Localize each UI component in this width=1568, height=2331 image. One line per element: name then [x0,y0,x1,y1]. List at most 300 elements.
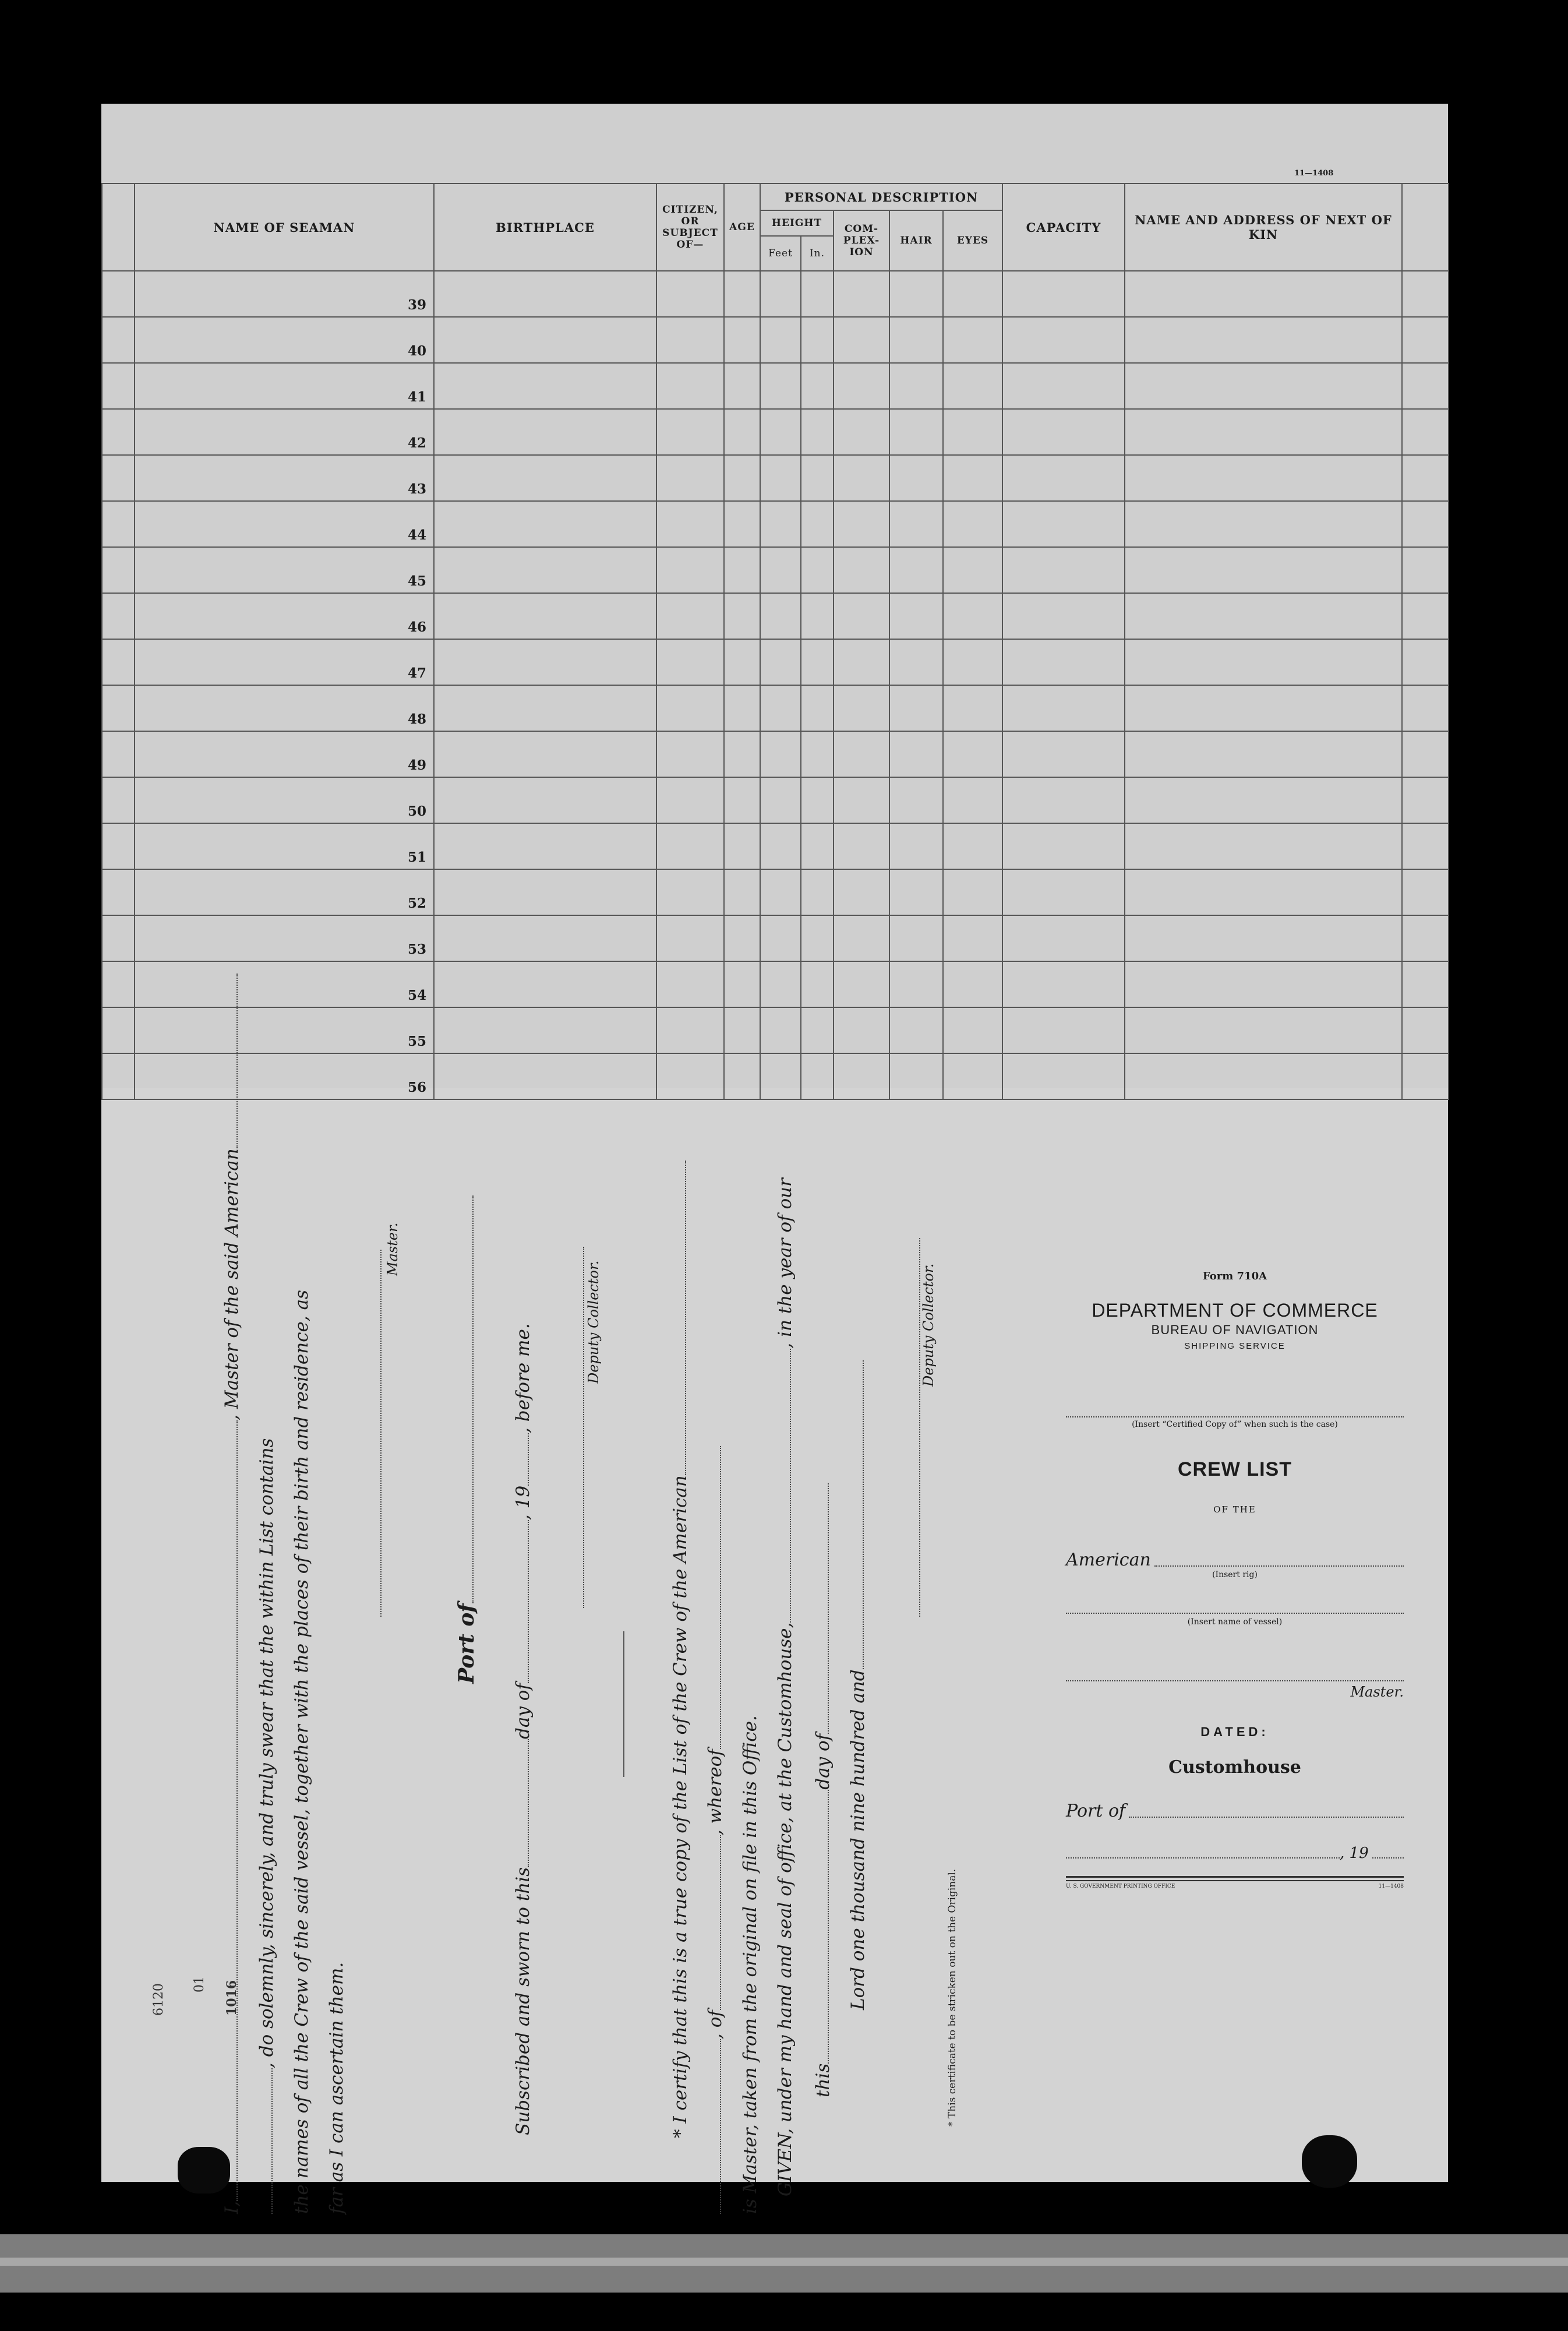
table-cell[interactable] [434,731,656,777]
table-cell[interactable] [1125,1007,1402,1053]
header-feet: Feet [760,236,801,271]
table-cell[interactable] [1002,455,1125,501]
table-cell[interactable] [801,501,834,547]
table-cell[interactable] [834,777,889,823]
port-field[interactable] [472,1196,474,1603]
table-cell[interactable] [1125,271,1402,317]
table-cell[interactable] [889,961,943,1007]
master-signature-line [373,1250,384,1617]
header-citizen: CITIZEN, OR SUBJECT OF— [656,184,724,271]
table-cell[interactable] [1125,409,1402,455]
table-cell[interactable] [724,501,760,547]
table-row [102,271,1449,317]
table-cell[interactable] [1002,731,1125,777]
table-cell[interactable] [724,317,760,363]
table-cell[interactable] [1125,869,1402,915]
form-number: Form 710A [1202,1270,1267,1282]
crew-list-title: CREW LIST [1178,1458,1292,1480]
table-cell[interactable] [760,777,801,823]
date-field[interactable] [1066,1856,1340,1859]
table-cell [1402,363,1449,409]
date-row [1066,1845,1404,1862]
table-cell [102,501,135,547]
table-cell[interactable] [434,1053,656,1099]
table-cell[interactable] [434,1007,656,1053]
table-cell[interactable] [434,409,656,455]
table-cell[interactable] [724,593,760,639]
table-cell[interactable] [724,639,760,685]
table-cell[interactable] [801,593,834,639]
table-cell [1402,271,1449,317]
table-cell[interactable] [1125,317,1402,363]
table-row [102,639,1449,685]
table-cell[interactable] [1002,363,1125,409]
table-cell[interactable] [1002,547,1125,593]
subscribed-line: Subscribed and sworn to thisday of, 19, before me. [513,1323,534,2135]
service-title: SHIPPING SERVICE [1184,1341,1286,1351]
table-cell[interactable] [889,547,943,593]
row-number-cell[interactable]: 53 [135,915,434,961]
cert-customhouse-field[interactable] [790,1349,791,1623]
cover-double-rule [1066,1876,1404,1881]
table-cell[interactable] [1002,823,1125,869]
cert-line-5: thisday of [813,1483,834,2097]
header-inches: In. [801,236,834,271]
table-cell[interactable] [1002,915,1125,961]
oath-line-3: the names of all the Crew of the said vessel, together with the places of their birth and residence, as [291,1290,312,2214]
cert-master-field[interactable] [720,1446,721,1749]
row-number-cell[interactable]: 51 [135,823,434,869]
table-cell[interactable] [889,455,943,501]
cert-line-4: GIVEN, under my hand and seal of office, at the Customhouse,, in the year of our [775,1178,796,2196]
table-cell[interactable] [889,1053,943,1099]
table-cell[interactable] [760,501,801,547]
table-cell[interactable] [943,869,1002,915]
table-row [102,1053,1449,1099]
table-cell[interactable] [760,961,801,1007]
table-cell[interactable] [801,547,834,593]
vessel-field[interactable] [236,974,238,1148]
table-cell[interactable] [943,1053,1002,1099]
table-row [102,317,1449,363]
certified-copy-field[interactable] [1066,1415,1404,1417]
table-cell[interactable] [434,639,656,685]
table-cell[interactable] [760,363,801,409]
table-cell[interactable] [889,363,943,409]
table-cell[interactable] [1002,593,1125,639]
table-cell[interactable] [943,317,1002,363]
table-cell[interactable] [656,455,724,501]
table-cell[interactable] [656,547,724,593]
table-cell[interactable] [1125,639,1402,685]
table-cell[interactable] [760,685,801,731]
table-cell [1402,455,1449,501]
row-number-cell[interactable]: 40 [135,317,434,363]
table-cell[interactable] [801,685,834,731]
table-cell[interactable] [724,547,760,593]
of-the-label: OF THE [1213,1504,1256,1515]
table-cell[interactable] [724,731,760,777]
table-cell[interactable] [724,685,760,731]
table-cell[interactable] [889,869,943,915]
table-cell[interactable] [1125,1053,1402,1099]
cert-year-field[interactable] [863,1360,864,1669]
row-number-cell[interactable]: 43 [135,455,434,501]
header-age: AGE [724,184,760,271]
table-cell [1402,501,1449,547]
table-cell[interactable] [760,1053,801,1099]
table-cell[interactable] [760,869,801,915]
table-cell[interactable] [1002,1053,1125,1099]
master-cover-field[interactable] [1066,1679,1404,1681]
table-cell[interactable] [434,685,656,731]
table-cell[interactable] [889,501,943,547]
table-cell [1402,777,1449,823]
table-cell[interactable] [943,271,1002,317]
table-cell[interactable] [1125,823,1402,869]
table-cell [102,317,135,363]
table-cell[interactable] [724,271,760,317]
table-cell[interactable] [801,409,834,455]
deputy-label-1: Deputy Collector. [585,1260,602,1384]
table-cell[interactable] [656,1007,724,1053]
table-cell[interactable] [1125,547,1402,593]
margin-stamp-1: 6120 [151,1983,166,2016]
table-cell[interactable] [656,823,724,869]
row-number-cell[interactable]: 39 [135,271,434,317]
port-of-field[interactable] [1129,1815,1404,1818]
row-number-cell[interactable]: 50 [135,777,434,823]
deputy-signature-field[interactable] [583,1247,584,1608]
row-number-cell[interactable]: 44 [135,501,434,547]
sworn-month-field[interactable] [528,1520,529,1683]
master-signature-field[interactable] [380,1250,382,1617]
table-cell[interactable] [801,455,834,501]
table-cell[interactable] [1125,501,1402,547]
table-row [102,501,1449,547]
table-cell[interactable] [656,731,724,777]
table-cell[interactable] [889,685,943,731]
table-cell[interactable] [801,731,834,777]
table-cell[interactable] [943,547,1002,593]
row-number-cell[interactable]: 54 [135,961,434,1007]
table-row [102,823,1449,869]
table-cell [102,547,135,593]
american-label: American [1066,1550,1151,1570]
table-cell[interactable] [1125,455,1402,501]
vessel-name-field[interactable] [271,2068,273,2214]
table-cell[interactable] [656,593,724,639]
header-capacity: CAPACITY [1002,184,1125,271]
table-cell[interactable] [1125,731,1402,777]
paper-edge [0,2258,1568,2266]
rig-field[interactable] [1154,1564,1404,1567]
table-cell[interactable] [1125,593,1402,639]
cert-month-field[interactable] [828,1483,829,1734]
table-cell[interactable] [724,363,760,409]
table-cell[interactable] [834,915,889,961]
sworn-year-field[interactable] [528,1433,529,1486]
table-cell[interactable] [760,915,801,961]
row-number-cell[interactable]: 48 [135,685,434,731]
header-complexion: COM- PLEX- ION [834,210,889,271]
table-cell[interactable] [943,915,1002,961]
table-row [102,1007,1449,1053]
table-cell[interactable] [1002,317,1125,363]
table-cell[interactable] [656,271,724,317]
table-row [102,731,1449,777]
table-cell[interactable] [656,409,724,455]
table-cell[interactable] [889,777,943,823]
year-field[interactable] [1372,1856,1404,1859]
table-row [102,777,1449,823]
table-cell[interactable] [724,915,760,961]
table-cell[interactable] [1002,1007,1125,1053]
cert-line-3: is Master, taken from the original on file in this Office. [740,1715,761,2214]
table-cell[interactable] [834,823,889,869]
table-cell[interactable] [434,869,656,915]
table-cell[interactable] [943,409,1002,455]
cert-day-field[interactable] [828,1790,829,2064]
table-cell [102,593,135,639]
row-number-cell[interactable]: 41 [135,363,434,409]
table-cell [1402,317,1449,363]
table-cell[interactable] [1002,271,1125,317]
table-cell[interactable] [656,777,724,823]
cert-port-field[interactable] [720,1835,721,2010]
table-cell [1402,639,1449,685]
table-cell[interactable] [834,869,889,915]
table-row [102,409,1449,455]
table-cell[interactable] [834,593,889,639]
table-cell[interactable] [1002,961,1125,1007]
table-cell[interactable] [656,639,724,685]
table-cell [102,731,135,777]
table-cell[interactable] [1002,869,1125,915]
insert-rig-hint: (Insert rig) [1212,1570,1258,1579]
table-cell[interactable] [760,409,801,455]
table-cell[interactable] [1125,363,1402,409]
table-cell[interactable] [434,961,656,1007]
table-cell[interactable] [760,317,801,363]
table-cell[interactable] [834,639,889,685]
table-cell[interactable] [760,1007,801,1053]
table-cell[interactable] [724,409,760,455]
table-cell [1402,593,1449,639]
table-cell[interactable] [943,1007,1002,1053]
table-cell[interactable] [434,501,656,547]
table-cell[interactable] [834,409,889,455]
table-cell[interactable] [1125,961,1402,1007]
table-cell[interactable] [760,547,801,593]
table-cell[interactable] [834,455,889,501]
dated-label: DATED: [1200,1725,1269,1739]
table-cell[interactable] [801,317,834,363]
table-cell[interactable] [434,593,656,639]
table-cell[interactable] [834,501,889,547]
cert-line-2: , of, whereof [705,1446,726,2214]
table-cell[interactable] [943,639,1002,685]
table-cell[interactable] [889,639,943,685]
margin-stamp-2: 01 [192,1976,207,1993]
table-cell[interactable] [434,777,656,823]
table-cell[interactable] [834,547,889,593]
table-cell[interactable] [834,1053,889,1099]
table-row [102,363,1449,409]
header-eyes: EYES [943,210,1002,271]
table-cell[interactable] [834,271,889,317]
table-row [102,915,1449,961]
table-cell[interactable] [889,823,943,869]
insert-name-hint: (Insert name of vessel) [1187,1617,1283,1627]
master-label: Master. [384,1222,401,1276]
department-title: DEPARTMENT OF COMMERCE [1092,1300,1378,1321]
table-cell[interactable] [656,915,724,961]
table-cell[interactable] [434,915,656,961]
sworn-day-field[interactable] [528,1739,529,1867]
oath-line-1: I,, Master of the said American [221,974,242,2214]
table-cell[interactable] [434,317,656,363]
table-cell[interactable] [656,363,724,409]
table-cell[interactable] [1002,685,1125,731]
table-cell[interactable] [656,1053,724,1099]
table-cell[interactable] [760,593,801,639]
paper-damage-left [178,2147,230,2194]
row-number-cell[interactable]: 47 [135,639,434,685]
cert-line-1: * I certify that this is a true copy of the List of the Crew of the American [670,1161,691,2138]
table-cell[interactable] [760,455,801,501]
table-cell[interactable] [834,731,889,777]
cert-vessel-field[interactable] [685,1161,686,1475]
table-cell[interactable] [434,271,656,317]
table-cell[interactable] [724,1053,760,1099]
cert-line-6: Lord one thousand nine hundred and [847,1360,868,2010]
table-cell[interactable] [724,823,760,869]
row-number-cell[interactable]: 42 [135,409,434,455]
vessel-name-cover-field[interactable] [1066,1611,1404,1614]
table-cell[interactable] [760,823,801,869]
table-cell[interactable] [834,317,889,363]
table-cell[interactable] [943,685,1002,731]
table-cell [1402,961,1449,1007]
table-cell[interactable] [1002,639,1125,685]
table-cell[interactable] [656,501,724,547]
table-cell[interactable] [724,961,760,1007]
table-cell[interactable] [834,685,889,731]
table-cell[interactable] [943,593,1002,639]
table-cell[interactable] [434,363,656,409]
cover-panel [1066,1270,1404,1889]
table-cell [1402,685,1449,731]
table-cell[interactable] [801,639,834,685]
table-cell[interactable] [801,363,834,409]
form-code-top: 11—1408 [1294,169,1334,178]
table-cell[interactable] [801,869,834,915]
table-cell [102,915,135,961]
table-cell[interactable] [656,317,724,363]
crew-table [101,183,1449,1100]
table-cell[interactable] [801,1007,834,1053]
table-cell [102,409,135,455]
table-cell[interactable] [943,823,1002,869]
scanner-bed-strip [0,2234,1568,2293]
table-cell[interactable] [1125,915,1402,961]
table-cell [102,271,135,317]
table-cell[interactable] [434,823,656,869]
table-cell[interactable] [889,317,943,363]
table-cell[interactable] [889,915,943,961]
printer-line [1066,1884,1404,1889]
table-cell[interactable] [943,501,1002,547]
table-cell[interactable] [834,961,889,1007]
table-cell[interactable] [801,823,834,869]
table-cell[interactable] [1125,777,1402,823]
table-cell[interactable] [434,547,656,593]
table-cell[interactable] [1002,409,1125,455]
table-cell[interactable] [889,593,943,639]
table-cell [1402,731,1449,777]
header-personal-description: PERSONAL DESCRIPTION [760,184,1002,210]
row-number-cell[interactable]: 52 [135,869,434,915]
table-cell[interactable] [834,363,889,409]
paper-damage-right [1302,2135,1357,2188]
table-cell[interactable] [1002,777,1125,823]
table-cell[interactable] [1002,501,1125,547]
table-cell[interactable] [889,731,943,777]
row-number-cell[interactable]: 56 [135,1053,434,1099]
table-cell[interactable] [801,777,834,823]
master-name-field[interactable] [236,1420,238,2201]
row-number-cell[interactable]: 49 [135,731,434,777]
table-cell[interactable] [943,777,1002,823]
table-cell[interactable] [943,961,1002,1007]
table-cell[interactable] [724,455,760,501]
table-cell[interactable] [1125,685,1402,731]
table-cell[interactable] [801,1053,834,1099]
table-cell [102,961,135,1007]
oath-line-4: far as I can ascertain them. [326,1962,347,2214]
table-cell[interactable] [943,731,1002,777]
table-cell[interactable] [656,961,724,1007]
oath-line-2: , do solemnly, sincerely, and truly swear that the within List contains [256,1438,277,2214]
table-row [102,593,1449,639]
table-cell[interactable] [889,1007,943,1053]
table-cell[interactable] [943,363,1002,409]
table-cell[interactable] [760,639,801,685]
table-cell[interactable] [889,271,943,317]
cert-vessel-name-field[interactable] [720,2039,721,2214]
table-cell[interactable] [801,915,834,961]
row-number-cell[interactable]: 45 [135,547,434,593]
table-cell[interactable] [760,271,801,317]
table-cell[interactable] [834,1007,889,1053]
table-row [102,547,1449,593]
table-cell[interactable] [724,777,760,823]
cover-master-label: Master. [1350,1684,1404,1700]
table-cell[interactable] [760,731,801,777]
table-cell[interactable] [724,869,760,915]
table-cell[interactable] [801,961,834,1007]
table-cell[interactable] [943,455,1002,501]
row-number-cell[interactable]: 55 [135,1007,434,1053]
table-cell[interactable] [801,271,834,317]
table-cell[interactable] [656,685,724,731]
table-cell[interactable] [889,409,943,455]
table-cell[interactable] [656,869,724,915]
row-number-cell[interactable]: 46 [135,593,434,639]
table-cell[interactable] [724,1007,760,1053]
table-cell[interactable] [434,455,656,501]
